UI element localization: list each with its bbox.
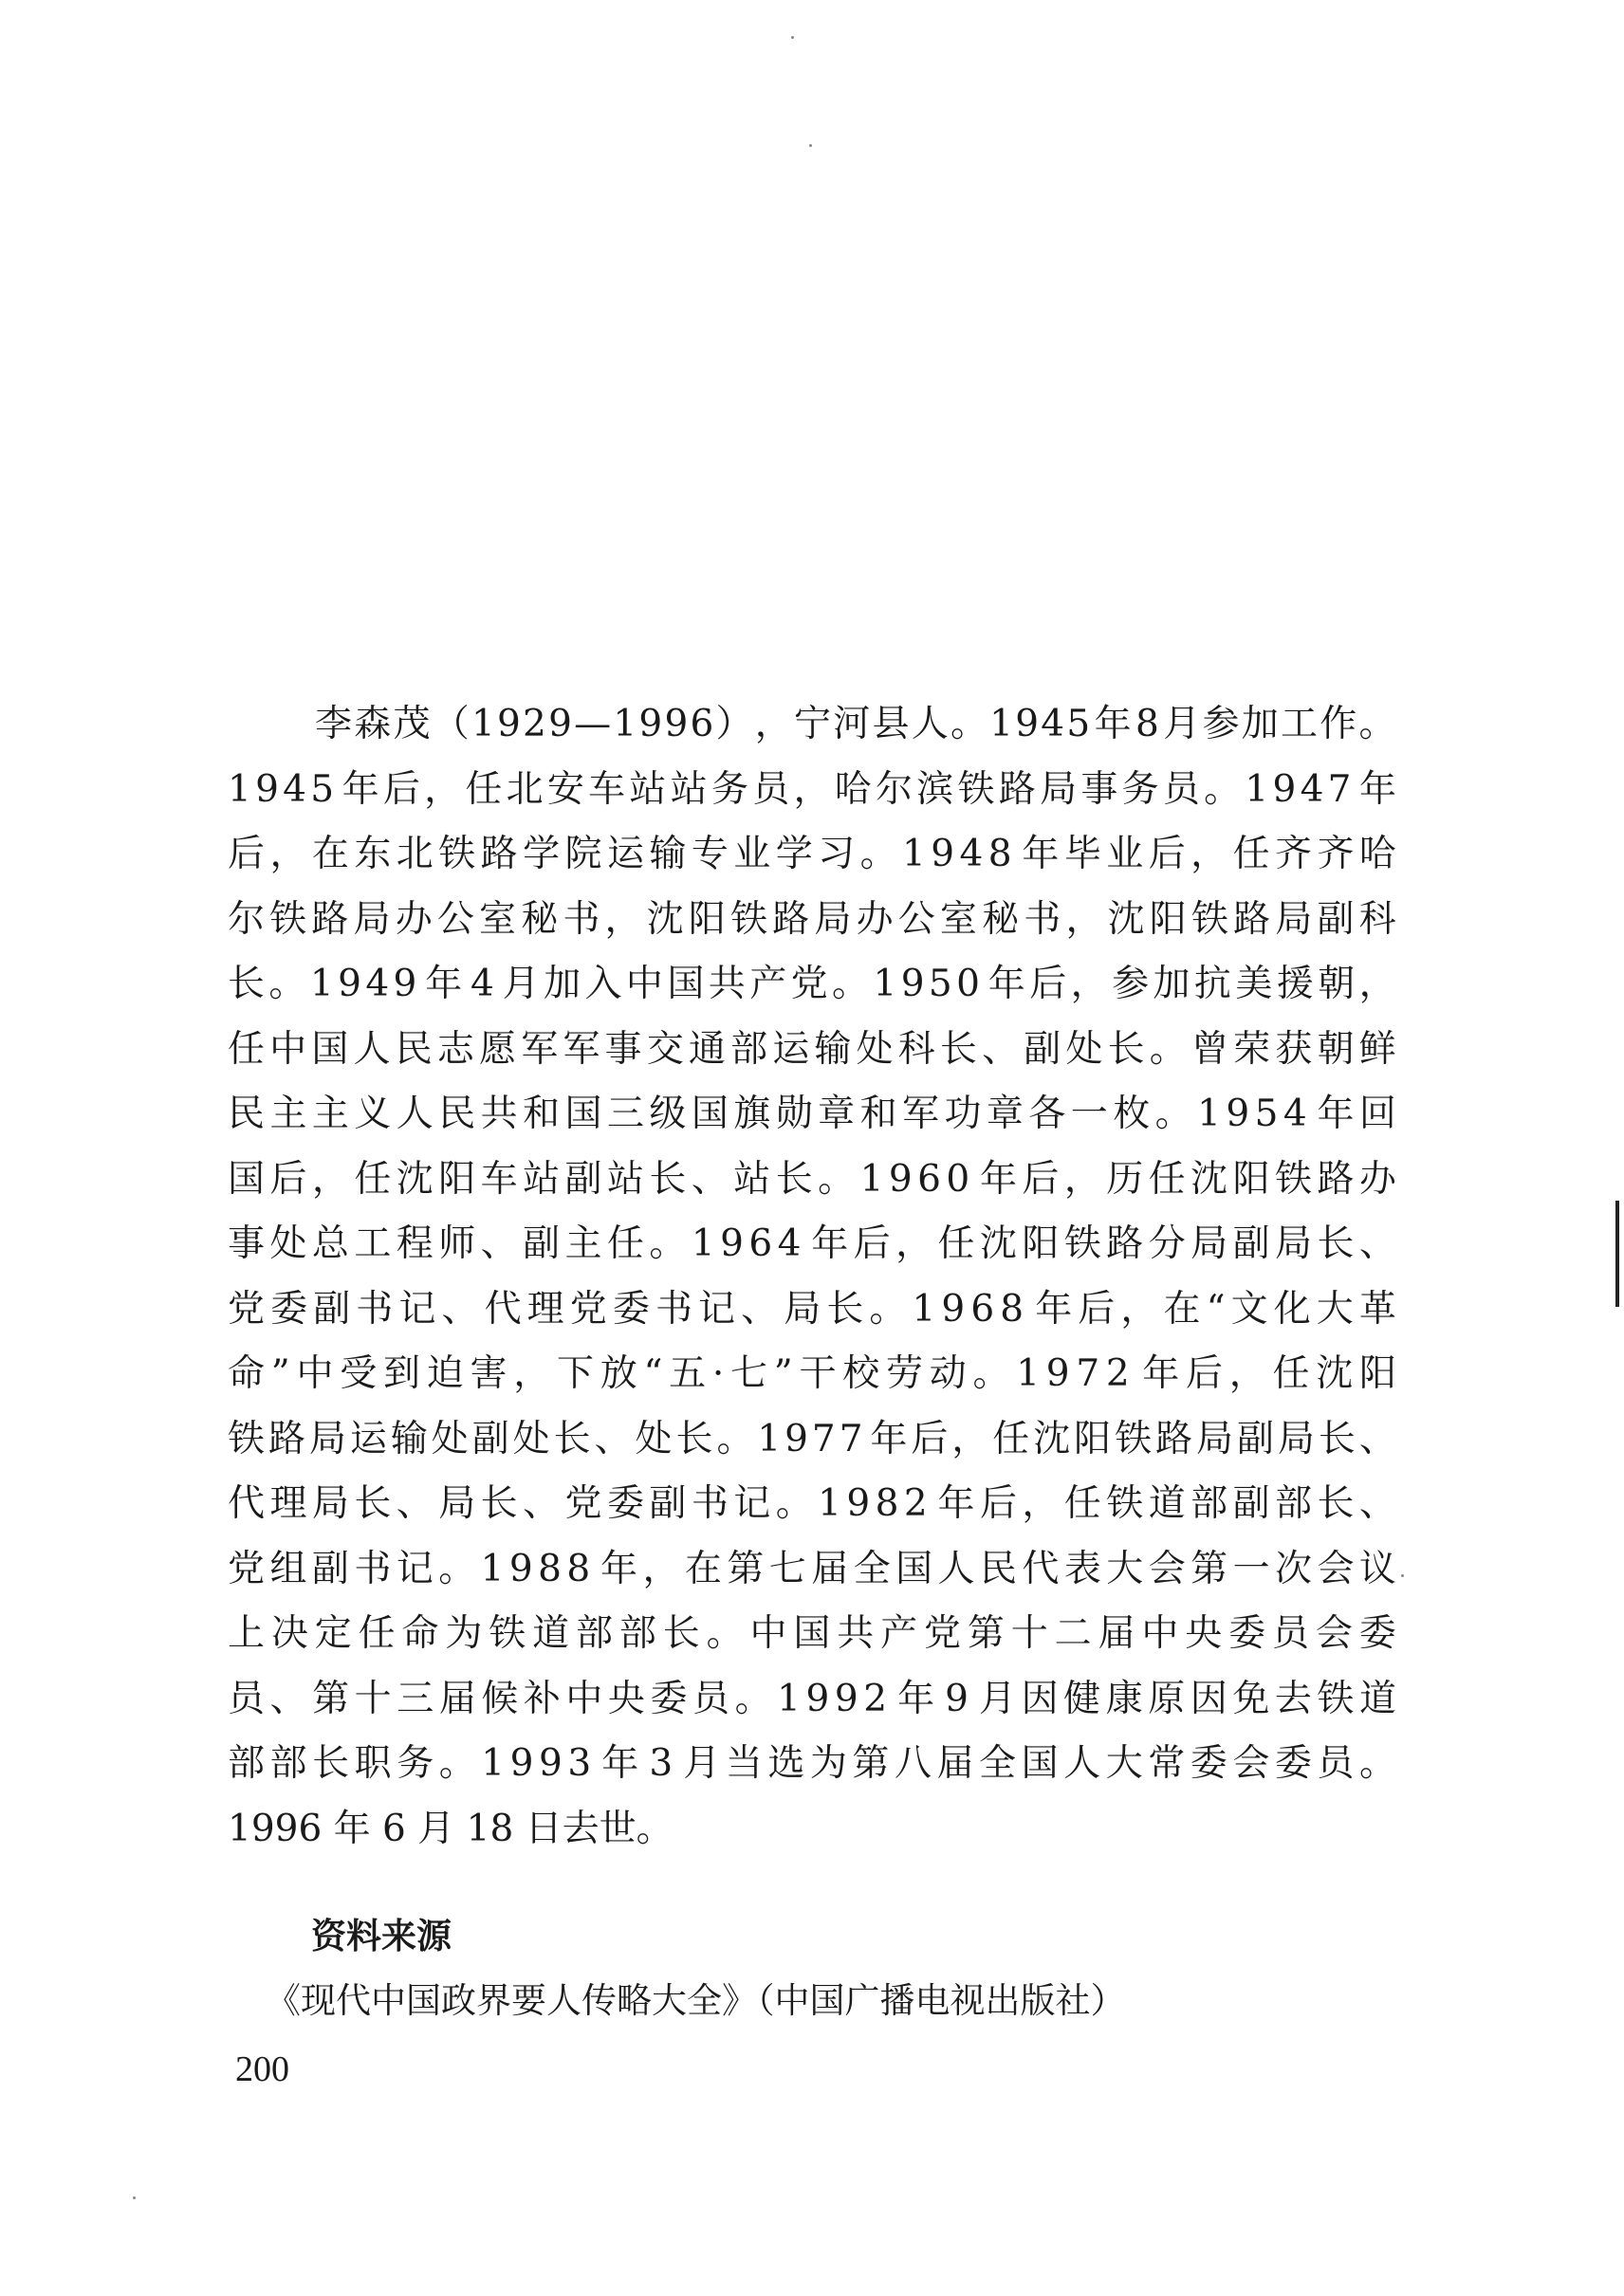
paragraph-line: 事 处 总 工 程 师 、 副 主 任 。 1 9 6 4 年 后 ， 任 沈 阳 铁 路 分 局 副 局 长 、 [228, 1222, 1396, 1265]
paragraph-line: 党 组 副 书 记 。 1 9 8 8 年 ， 在 第 七 届 全 国 人 民 代 表 大 会 第 一 次 会 议 [228, 1547, 1396, 1590]
paragraph-line: 长 。 1 9 4 9 年 4 月 加 入 中 国 共 产 党 。 1 9 5 0 年 后 ， 参 加 抗 美 援 朝 ， [228, 963, 1396, 1005]
paragraph-line: 1996 年 6 月 18 日去世。 [228, 1807, 674, 1850]
scan-speck [809, 144, 812, 147]
paragraph-line: 民 主 主 义 人 民 共 和 国 三 级 国 旗 勋 章 和 军 功 章 各 一 枚 。 1 9 5 4 年 回 [228, 1093, 1396, 1135]
page-number: 200 [235, 2049, 289, 2089]
paragraph-line: 尔 铁 路 局 办 公 室 秘 书 ， 沈 阳 铁 路 局 办 公 室 秘 书 ， 沈 阳 铁 路 局 副 科 [228, 897, 1396, 941]
source-entry: 《现代中国政界要人传略大全》（中国广播电视出版社） [266, 1980, 1126, 2021]
paragraph-line: 上 决 定 任 命 为 铁 道 部 部 长 。 中 国 共 产 党 第 十 二 届 中 央 委 员 会 委 [228, 1612, 1396, 1655]
paragraph-line: 代 理 局 长 、 局 长 、 党 委 副 书 记 。 1 9 8 2 年 后 ， 任 铁 道 部 副 部 长 、 [228, 1482, 1396, 1525]
paragraph-line: 铁 路 局 运 输 处 副 处 长 、 处 长 。 1 9 7 7 年 后 ， 任 沈 阳 铁 路 局 副 局 长 、 [228, 1417, 1396, 1460]
paragraph-line: 国 后 ， 任 沈 阳 车 站 副 站 长 、 站 长 。 1 9 6 0 年 后 ， 历 任 沈 阳 铁 路 办 [228, 1157, 1396, 1201]
paragraph-line: 员 、 第 十 三 届 候 补 中 央 委 员 。 1 9 9 2 年 9 月 因 健 康 原 因 免 去 铁 道 [228, 1677, 1396, 1720]
paragraph-line: 命 ” 中 受 到 迫 害 ， 下 放 “ 五 · 七 ” 干 校 劳 动 。 1 9 7 2 年 后 ， 任 沈 阳 [228, 1352, 1396, 1395]
paragraph-line: 任 中 国 人 民 志 愿 军 军 事 交 通 部 运 输 处 科 长 、 副 处 长 。 曾 荣 获 朝 鲜 [228, 1027, 1396, 1071]
biography-paragraph [228, 692, 1396, 1862]
scan-speck [133, 2196, 136, 2199]
paragraph-line: 部 部 长 职 务 。 1 9 9 3 年 3 月 当 选 为 第 八 届 全 国 人 大 常 委 会 委 员 。 [228, 1742, 1396, 1785]
sources-heading: 资料来源 [311, 1916, 452, 1956]
scan-margin-mark [1615, 1201, 1619, 1307]
paragraph-line: 后 ， 在 东 北 铁 路 学 院 运 输 专 业 学 习 。 1 9 4 8 年 毕 业 后 ， 任 齐 齐 哈 [228, 833, 1396, 875]
paragraph-line: 党 委 副 书 记 、 代 理 党 委 书 记 、 局 长 。 1 9 6 8 年 后 ， 在 “ 文 化 大 革 [228, 1287, 1396, 1331]
paragraph-line: 1 9 4 5 年 后 ， 任 北 安 车 站 站 务 员 ， 哈 尔 滨 铁 路 局 事 务 员 。 1 9 4 7 年 [228, 767, 1396, 811]
scan-speck [1401, 1574, 1404, 1577]
paragraph-line: 李 森 茂 （ 1 9 2 9 — 1 9 9 6 ） ， 宁 河 县 人 。 1 9 4 5 年 8 月 参 加 工 作 。 [315, 703, 1396, 745]
scan-speck [791, 36, 794, 39]
